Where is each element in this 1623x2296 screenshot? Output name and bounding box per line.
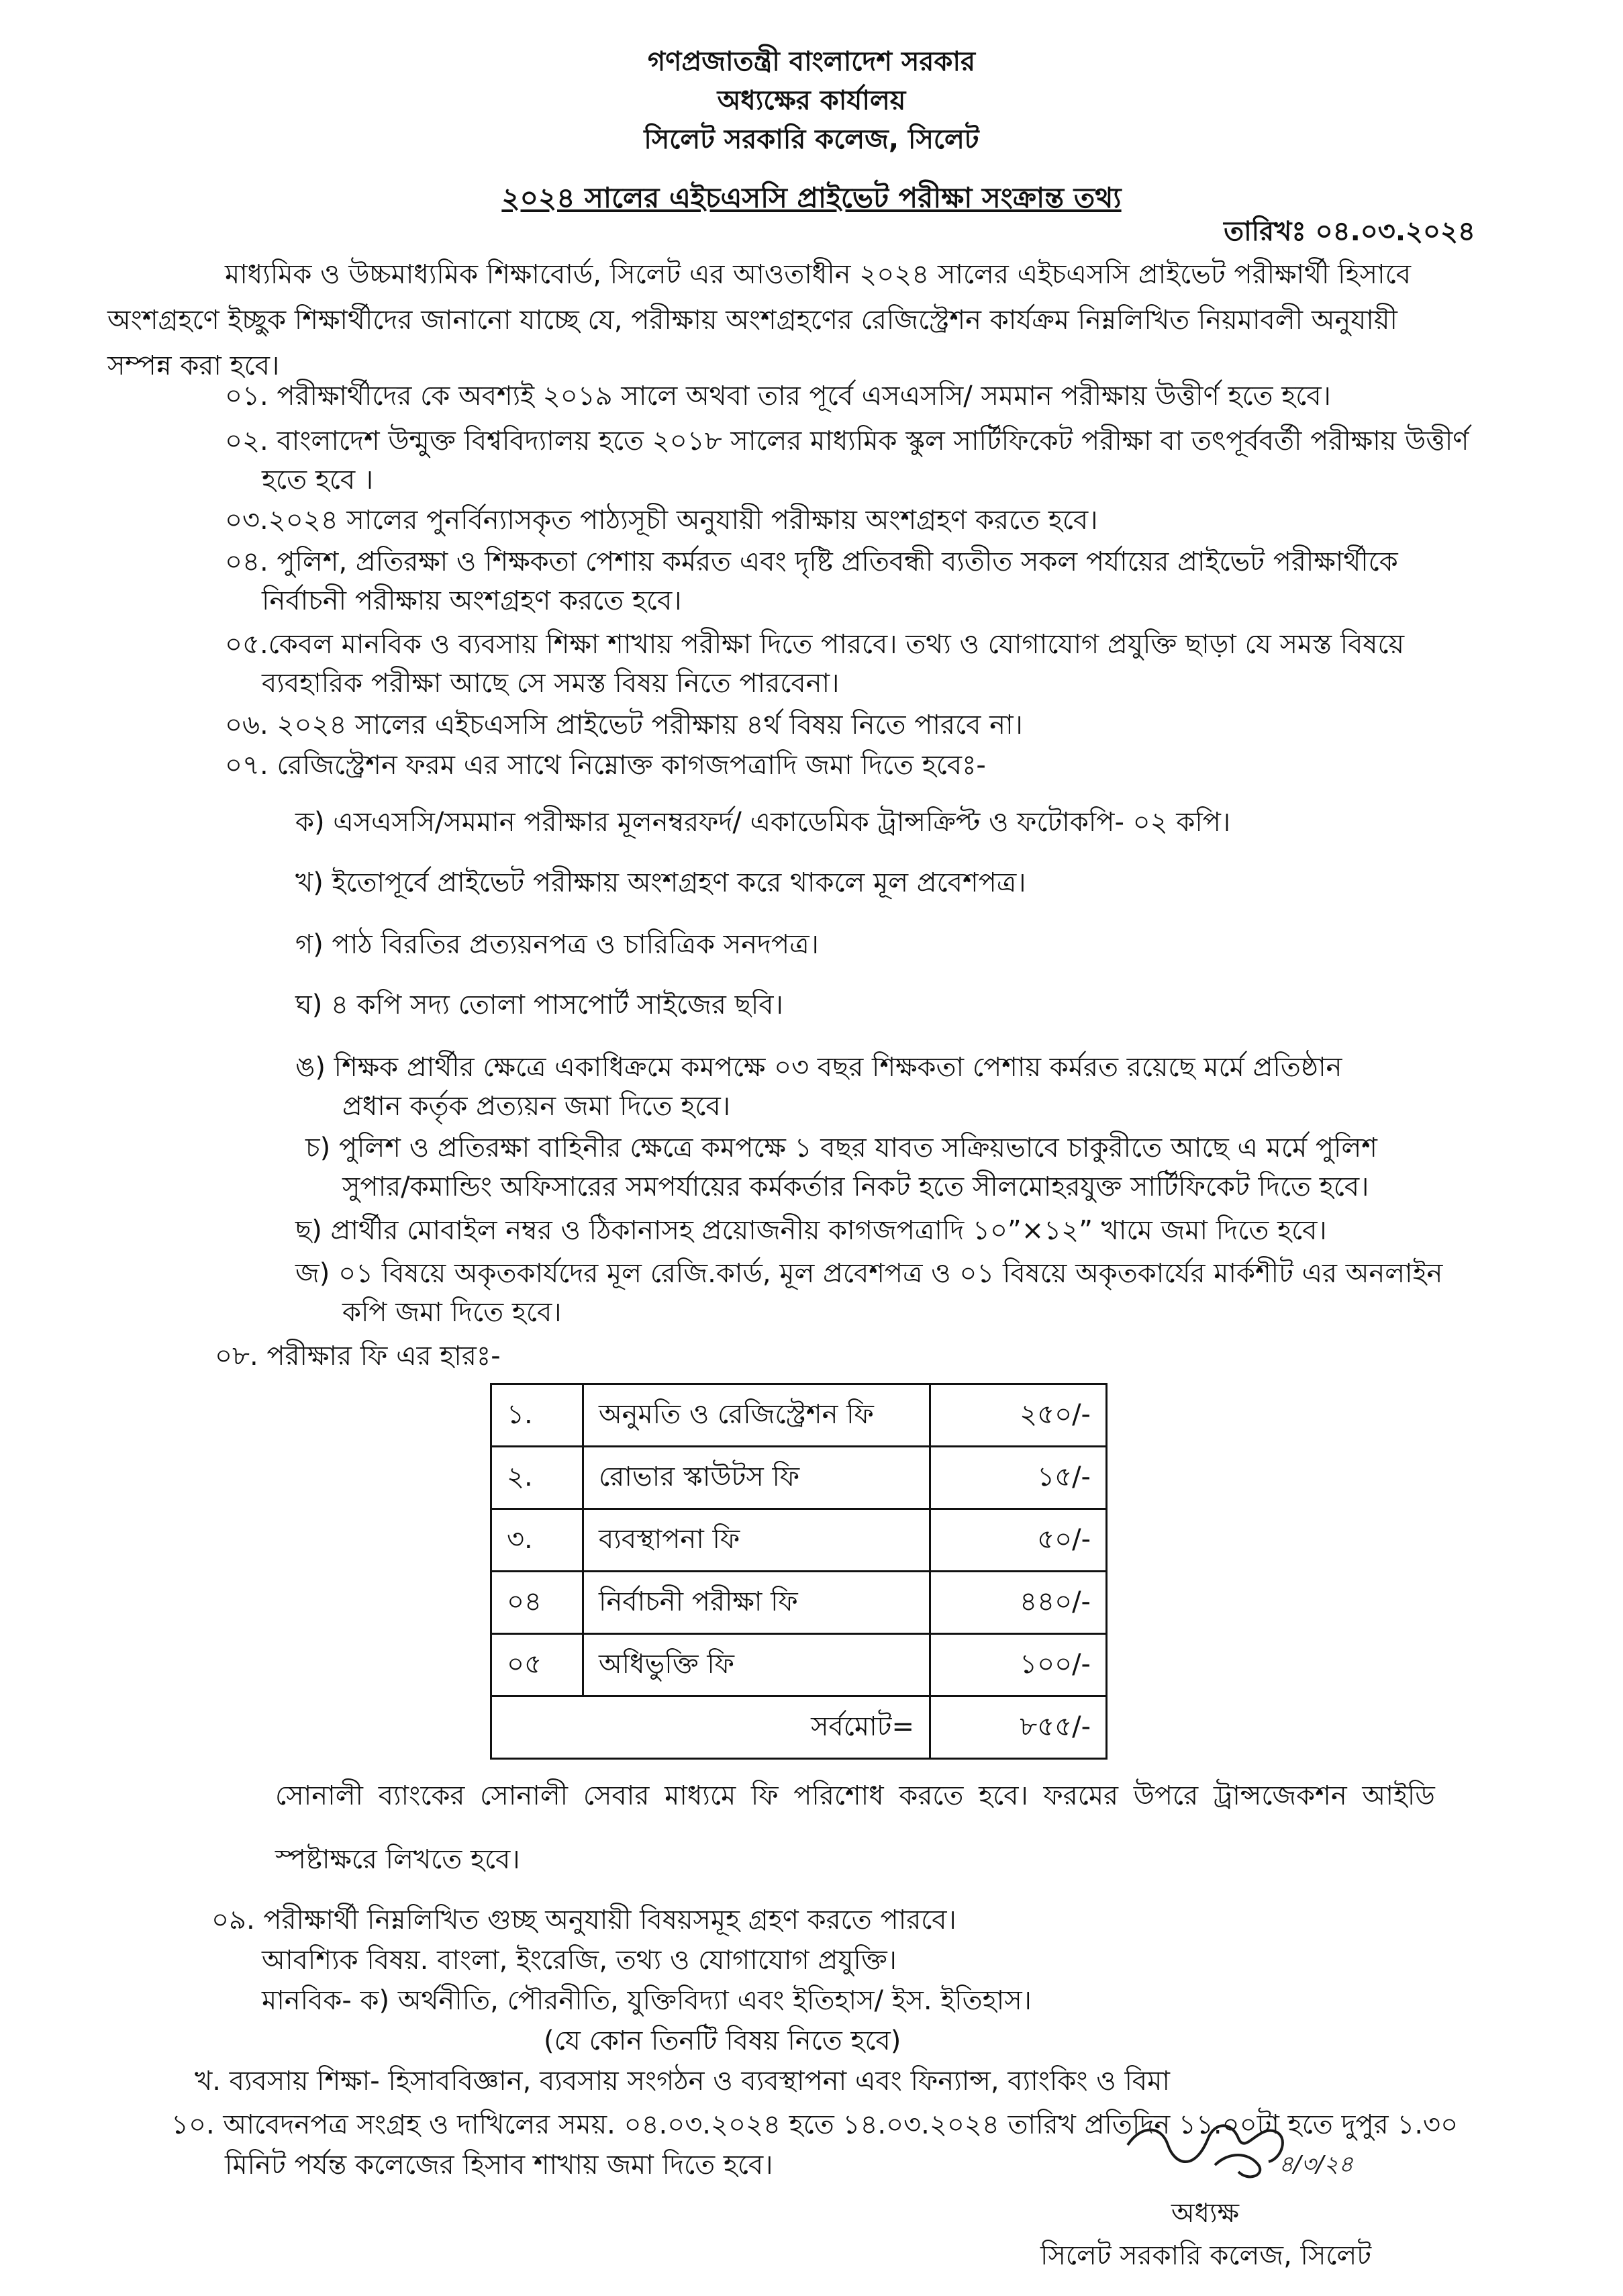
- fee-name: অনুমতি ও রেজিস্ট্রেশন ফি: [583, 1384, 930, 1447]
- intro-paragraph: [107, 252, 1483, 389]
- document-caa: চ) পুলিশ ও প্রতিরক্ষা বাহিনীর ক্ষেত্রে কমপক্ষে ১ বছর যাবত সক্রিয়ভাবে চাকুরীতে আছে এ মর্মে পুলিশ: [305, 1133, 1377, 1163]
- fee-row: [491, 1384, 1107, 1447]
- fee-name: নির্বাচনী পরীক্ষা ফি: [583, 1572, 930, 1634]
- subjects-heading: ০৯. পরীক্ষার্থী নিম্নলিখিত গুচ্ছ অনুযায়ী বিষয়সমূহ গ্রহণ করতে পারবে।: [211, 1905, 956, 1935]
- subjects-note: (যে কোন তিনটি বিষয় নিতে হবে): [544, 2025, 901, 2056]
- subjects-compulsory: আবশ্যিক বিষয়. বাংলা, ইংরেজি, তথ্য ও যোগাযোগ প্রযুক্তি।: [262, 1945, 897, 1976]
- fee-amount: ৪৪০/-: [930, 1572, 1107, 1634]
- rule-02: ০২. বাংলাদেশ উন্মুক্ত বিশ্ববিদ্যালয় হতে ২০১৮ সালের মাধ্যমিক স্কুল সার্টিফিকেট পরীক্ষা বা তৎপূর্ববর্তী পরীক্ষায় উত্তীর্ণ: [225, 426, 1469, 457]
- rule-05: ০৫.কেবল মানবিক ও ব্যবসায় শিক্ষা শাখায় পরীক্ষা দিতে পারবে। তথ্য ও যোগাযোগ প্রযুক্তি ছাড়া যে সমস্ত বিষয়ে: [225, 629, 1405, 660]
- header-office: অধ্যক্ষের কার্যালয়: [717, 85, 906, 116]
- fees-table: [490, 1383, 1108, 1760]
- intro-line-3: সম্পন্ন করা হবে।: [107, 350, 280, 381]
- subjects-business: খ. ব্যবসায় শিক্ষা- হিসাববিজ্ঞান, ব্যবসায় সংগঠন ও ব্যবস্থাপনা এবং ফিন্যান্স, ব্যাংকিং ও বিমা: [195, 2066, 1170, 2097]
- signature-date: ৪/৩/২৪: [1279, 2151, 1354, 2178]
- fee-serial: ২.: [491, 1447, 583, 1509]
- document-gha: ঘ) ৪ কপি সদ্য তোলা পাসপোর্ট সাইজের ছবি।: [295, 990, 783, 1020]
- submission-line-1: ১০. আবেদনপত্র সংগ্রহ ও দাখিলের সময়. ০৪.০৩.২০২৪ হতে ১৪.০৩.২০২৪ তারিখ প্রতিদিন ১১.০০টা হতে দুপুর ১.৩০: [171, 2109, 1459, 2140]
- payment-line-1: সোনালী ব্যাংকের সোনালী সেবার মাধ্যমে ফি পরিশোধ করতে হবে। ফরমের উপরে ট্রান্সজেকশন আইডি: [275, 1780, 1435, 1811]
- rule-02-cont: হতে হবে ।: [262, 465, 374, 495]
- fee-amount: ১৫/-: [930, 1447, 1107, 1509]
- fee-row: [491, 1572, 1107, 1634]
- fee-row: [491, 1634, 1107, 1696]
- rule-05-cont: ব্যবহারিক পরীক্ষা আছে সে সমস্ত বিষয় নিতে পারবেনা।: [262, 668, 840, 699]
- rule-04-cont: নির্বাচনী পরীক্ষায় অংশগ্রহণ করতে হবে।: [262, 585, 682, 616]
- document-ga: গ) পাঠ বিরতির প্রত্যয়নপত্র ও চারিত্রিক সনদপত্র।: [295, 929, 819, 960]
- header-college: সিলেট সরকারি কলেজ, সিলেট: [644, 124, 979, 155]
- rule-06: ০৬. ২০২৪ সালের এইচএসসি প্রাইভেট পরীক্ষায় ৪র্থ বিষয় নিতে পারবে না।: [225, 710, 1023, 740]
- subjects-humanities: মানবিক- ক) অর্থনীতি, পৌরনীতি, যুক্তিবিদ্যা এবং ইতিহাস/ ইস. ইতিহাস।: [262, 1985, 1032, 2016]
- fee-serial: ০৫: [491, 1634, 583, 1696]
- intro-line-2: অংশগ্রহণে ইচ্ছুক শিক্ষার্থীদের জানানো যাচ্ছে যে, পরীক্ষায় অংশগ্রহণের রেজিস্ট্রেশন কার্যক্রম নিম্নলিখিত নিয়মাবলী অনুযায়ী: [107, 305, 1397, 336]
- fee-name: ব্যবস্থাপনা ফি: [583, 1509, 930, 1572]
- fee-name: অধিভুক্তি ফি: [583, 1634, 930, 1696]
- document-cha: ছ) প্রার্থীর মোবাইল নম্বর ও ঠিকানাসহ প্রয়োজনীয় কাগজপত্রাদি ১০”×১২” খামে জমা দিতে হবে।: [295, 1215, 1327, 1246]
- fees-heading: ০৮. পরীক্ষার ফি এর হারঃ-: [215, 1341, 501, 1372]
- document-jaa-cont: কপি জমা দিতে হবে।: [342, 1297, 562, 1328]
- submission-line-2: মিনিট পর্যন্ত কলেজের হিসাব শাখায় জমা দিতে হবে।: [225, 2150, 773, 2181]
- header-government: গণপ্রজাতন্ত্রী বাংলাদেশ সরকার: [648, 46, 975, 77]
- rule-04: ০৪. পুলিশ, প্রতিরক্ষা ও শিক্ষকতা পেশায় কর্মরত এবং দৃষ্টি প্রতিবন্ধী ব্যতীত সকল পর্যায়ের প্রাইভেট পরীক্ষার্থীকে: [225, 546, 1398, 577]
- document-kha: খ) ইতোপূর্বে প্রাইভেট পরীক্ষায় অংশগ্রহণ করে থাকলে মূল প্রবেশপত্র।: [295, 867, 1026, 898]
- signature-office: সিলেট সরকারি কলেজ, সিলেট: [1040, 2240, 1372, 2271]
- fee-serial: ১.: [491, 1384, 583, 1447]
- signature-designation: অধ্যক্ষ: [1171, 2198, 1240, 2229]
- rule-01: ০১. পরীক্ষার্থীদের কে অবশ্যই ২০১৯ সালে অথবা তার পূর্বে এসএসসি/ সমমান পরীক্ষায় উত্তীর্ণ হতে হবে।: [225, 381, 1331, 412]
- fee-serial: ০৪: [491, 1572, 583, 1634]
- document-uma: ঙ) শিক্ষক প্রার্থীর ক্ষেত্রে একাধিক্রমে কমপক্ষে ০৩ বছর শিক্ষকতা পেশায় কর্মরত রয়েছে মর্মে প্রতিষ্ঠান: [295, 1052, 1342, 1083]
- document-caa-cont: সুপার/কমান্ডিং অফিসারের সমপর্যায়ের কর্মকর্তার নিকট হতে সীলমোহরযুক্ত সার্টিফিকেট দিতে হবে।: [342, 1171, 1369, 1202]
- intro-line-1: মাধ্যমিক ও উচ্চমাধ্যমিক শিক্ষাবোর্ড, সিলেট এর আওতাধীন ২০২৪ সালের এইচএসসি প্রাইভেট পরীক্ষার্থী হিসাবে: [225, 259, 1411, 290]
- fee-amount: ১০০/-: [930, 1634, 1107, 1696]
- document-uma-cont: প্রধান কর্তৃক প্রত্যয়ন জমা দিতে হবে।: [342, 1091, 731, 1122]
- fee-row: [491, 1447, 1107, 1509]
- notice-date: তারিখঃ ০৪.০৩.২০২৪: [1224, 216, 1475, 247]
- fee-serial: ৩.: [491, 1509, 583, 1572]
- fee-row: [491, 1509, 1107, 1572]
- rule-03: ০৩.২০২৪ সালের পুনর্বিন্যাসকৃত পাঠ্যসূচী অনুযায়ী পরীক্ষায় অংশগ্রহণ করতে হবে।: [225, 505, 1098, 536]
- rule-07: ০৭. রেজিস্ট্রেশন ফরম এর সাথে নিম্নোক্ত কাগজপত্রাদি জমা দিতে হবেঃ-: [225, 750, 986, 781]
- fee-total-blank: [491, 1696, 583, 1759]
- payment-line-2: স্পষ্টাক্ষরে লিখতে হবে।: [275, 1844, 520, 1875]
- document-jaa: জ) ০১ বিষয়ে অকৃতকার্যদের মূল রেজি.কার্ড, মূল প্রবেশপত্র ও ০১ বিষয়ে অকৃতকার্যের মার্কশীট এর অনলাইন: [295, 1258, 1443, 1289]
- fee-amount: ৫০/-: [930, 1509, 1107, 1572]
- fee-amount: ২৫০/-: [930, 1384, 1107, 1447]
- principal-signature: [1114, 2098, 1396, 2199]
- fee-total-amount: ৮৫৫/-: [930, 1696, 1107, 1759]
- fee-total-row: [491, 1696, 1107, 1759]
- notice-title: ২০২৪ সালের এইচএসসি প্রাইভেট পরীক্ষা সংক্রান্ত তথ্য: [501, 181, 1122, 214]
- document-ka: ক) এসএসসি/সমমান পরীক্ষার মূলনম্বরফর্দ/ একাডেমিক ট্রান্সক্রিপ্ট ও ফটোকপি- ০২ কপি।: [295, 807, 1231, 838]
- fee-total-label: সর্বমোট=: [583, 1696, 930, 1759]
- fee-name: রোভার স্কাউটস ফি: [583, 1447, 930, 1509]
